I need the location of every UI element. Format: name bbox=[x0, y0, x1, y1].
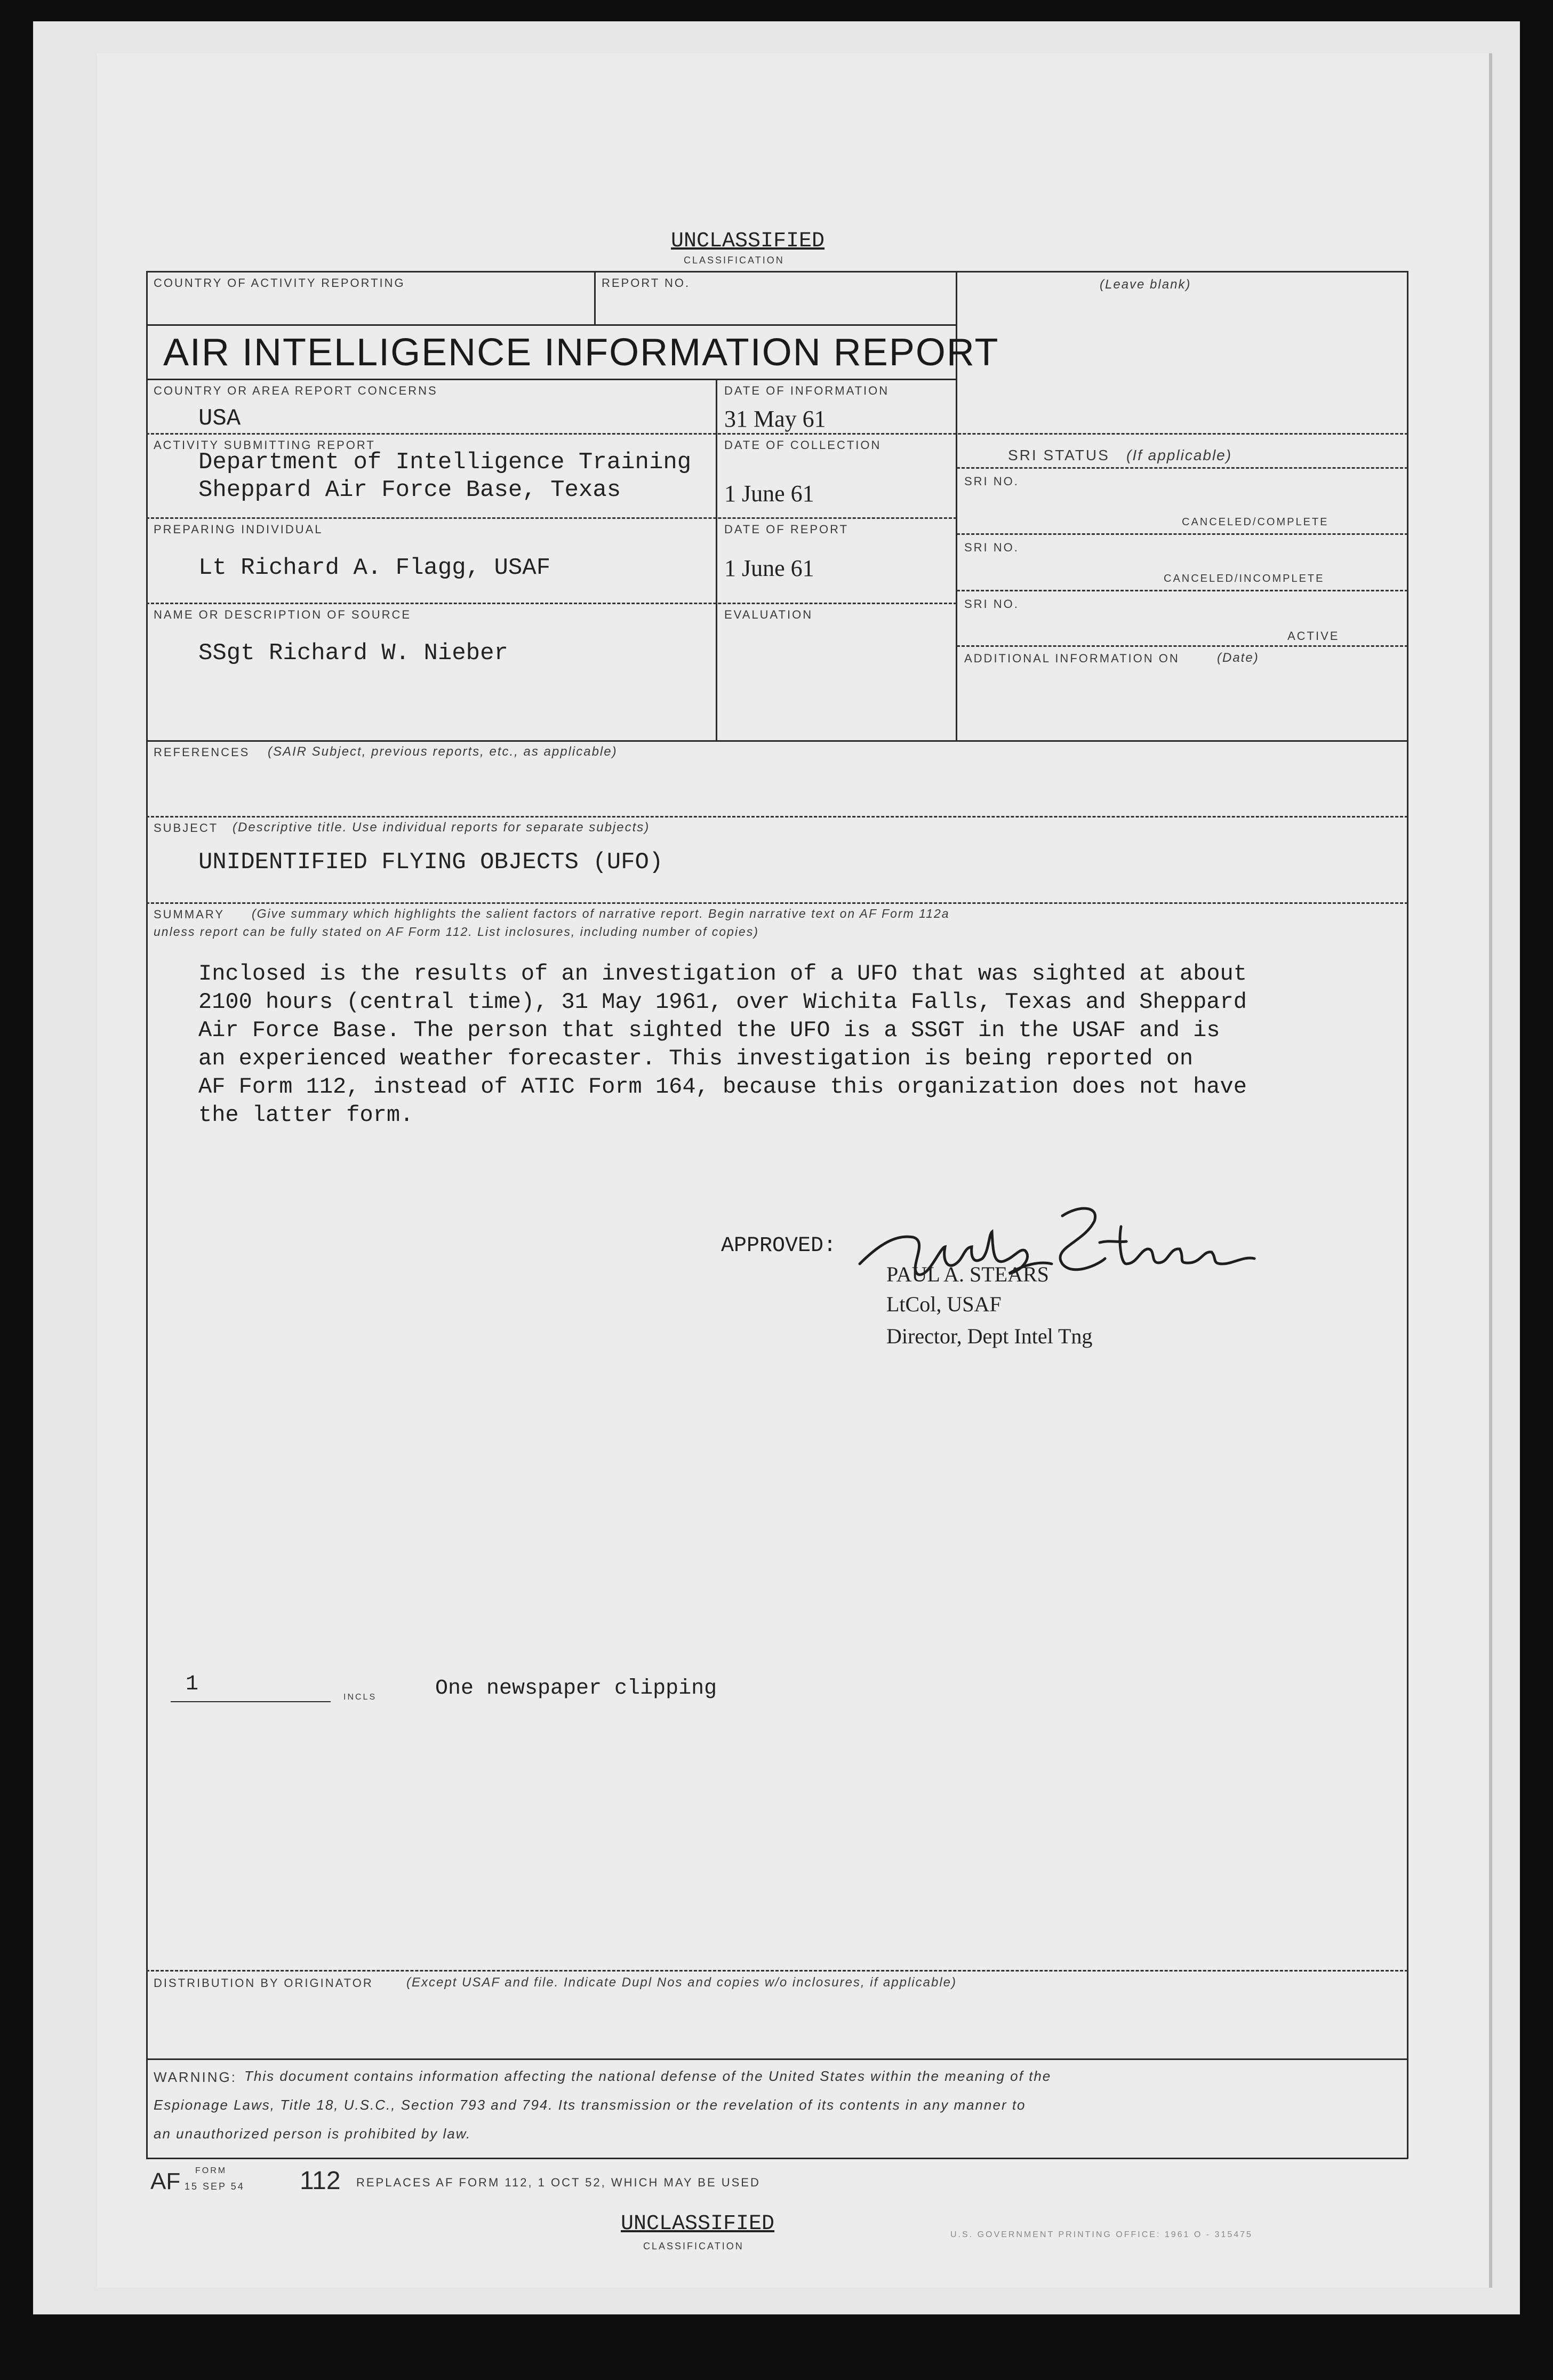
frame-left bbox=[146, 271, 148, 2159]
activity-value-line-2: Sheppard Air Force Base, Texas bbox=[198, 477, 621, 503]
date-of-report-value: 1 June 61 bbox=[724, 555, 814, 581]
summary-note-line-1: (Give summary which highlights the salient factors of narrative report. Begin narrative text on AF Form 112a bbox=[252, 907, 950, 920]
sri-no-label-1: SRI NO. bbox=[964, 475, 1019, 488]
references-bottom-line bbox=[146, 816, 1408, 818]
subject-bottom-line bbox=[146, 902, 1408, 904]
title-top-line bbox=[146, 324, 957, 326]
summary-line-1: Inclosed is the results of an investigation of a UFO that was sighted at about bbox=[198, 961, 1247, 987]
signature bbox=[849, 1184, 1276, 1307]
approver-title: Director, Dept Intel Tng bbox=[886, 1324, 1093, 1348]
footer-form-word: FORM bbox=[195, 2166, 227, 2175]
row-line-source bbox=[146, 603, 957, 604]
footer-classification-marking: UNCLASSIFIED bbox=[621, 2212, 775, 2236]
summary-note-line-2: unless report can be fully stated on AF Form 112. List inclosures, including number of copies) bbox=[154, 925, 759, 939]
date-of-collection-value: 1 June 61 bbox=[724, 480, 814, 507]
summary-line-2: 2100 hours (central time), 31 May 1961, over Wichita Falls, Texas and Sheppard bbox=[198, 989, 1247, 1015]
date-of-info-value: 31 May 61 bbox=[724, 406, 826, 432]
warning-label: WARNING: bbox=[154, 2069, 237, 2085]
distribution-note: (Except USAF and file. Indicate Dupl Nos and copies w/o inclosures, if applicable) bbox=[406, 1975, 957, 1990]
footer-replaces: REPLACES AF FORM 112, 1 OCT 52, WHICH MAY BE USED bbox=[356, 2176, 761, 2189]
inclosure-incls-label: INCLS bbox=[343, 1693, 377, 1702]
inclosure-description: One newspaper clipping bbox=[435, 1677, 717, 1701]
country-concerns-value: USA bbox=[198, 405, 241, 432]
footer-gpo: U.S. GOVERNMENT PRINTING OFFICE: 1961 O - 315475 bbox=[950, 2230, 1253, 2239]
approver-rank: LtCol, USAF bbox=[886, 1292, 1002, 1316]
activity-label: ACTIVITY SUBMITTING REPORT bbox=[154, 438, 375, 452]
summary-line-6: the latter form. bbox=[198, 1102, 414, 1128]
country-reporting-label: COUNTRY OF ACTIVITY REPORTING bbox=[154, 276, 405, 290]
sri-status-note: (If applicable) bbox=[1126, 447, 1232, 463]
sri-status-label: SRI STATUS bbox=[1008, 447, 1110, 463]
paper-sheet bbox=[33, 21, 1520, 2314]
leave-blank-label: (Leave blank) bbox=[1100, 277, 1191, 292]
report-no-divider bbox=[594, 271, 596, 324]
summary-line-5: AF Form 112, instead of ATIC Form 164, because this organization does not have bbox=[198, 1074, 1247, 1100]
footer-form-prefix: AF bbox=[150, 2168, 181, 2194]
inclosure-count: 1 bbox=[186, 1672, 199, 1696]
date-of-collection-label: DATE OF COLLECTION bbox=[724, 438, 882, 452]
sri-canceled-incomplete: CANCELED/INCOMPLETE bbox=[1164, 573, 1325, 584]
footer-form-number: 112 bbox=[300, 2167, 341, 2195]
distribution-label: DISTRIBUTION BY ORIGINATOR bbox=[154, 1976, 373, 1990]
form-page bbox=[97, 53, 1492, 2288]
sri-no-label-2: SRI NO. bbox=[964, 541, 1019, 554]
additional-info-date: (Date) bbox=[1217, 651, 1259, 665]
report-no-label: REPORT NO. bbox=[602, 276, 691, 290]
frame-top bbox=[146, 271, 1408, 273]
row-line-activity bbox=[146, 433, 1408, 435]
preparing-individual-value: Lt Richard A. Flagg, USAF bbox=[198, 555, 551, 581]
row-line-references bbox=[146, 740, 1408, 742]
summary-line-4: an experienced weather forecaster. This investigation is being reported on bbox=[198, 1046, 1194, 1071]
title-bottom-line bbox=[146, 379, 957, 380]
inclosure-count-underline bbox=[171, 1701, 331, 1702]
source-value: SSgt Richard W. Nieber bbox=[198, 640, 508, 667]
sri-line-3 bbox=[957, 590, 1408, 591]
approver-name: PAUL A. STEARS bbox=[886, 1262, 1049, 1286]
classification-top-marking: UNCLASSIFIED bbox=[671, 229, 825, 253]
warning-line-2: Espionage Laws, Title 18, U.S.C., Section 793 and 794. Its transmission or the revelation of its contents in any manner to bbox=[154, 2097, 1026, 2113]
activity-value-line-1: Department of Intelligence Training bbox=[198, 449, 692, 476]
source-label: NAME OR DESCRIPTION OF SOURCE bbox=[154, 608, 412, 621]
distribution-top-line bbox=[146, 1970, 1408, 1972]
sri-line-4 bbox=[957, 645, 1408, 647]
approved-label: APPROVED: bbox=[721, 1234, 837, 1258]
evaluation-label: EVALUATION bbox=[724, 608, 813, 621]
footer-form-date: 15 SEP 54 bbox=[185, 2181, 245, 2192]
country-concerns-label: COUNTRY OR AREA REPORT CONCERNS bbox=[154, 384, 438, 397]
subject-value: UNIDENTIFIED FLYING OBJECTS (UFO) bbox=[198, 849, 663, 876]
sri-active: ACTIVE bbox=[1287, 629, 1340, 643]
preparing-individual-label: PREPARING INDIVIDUAL bbox=[154, 523, 323, 536]
subject-label: SUBJECT bbox=[154, 821, 219, 835]
sri-no-label-3: SRI NO. bbox=[964, 597, 1019, 611]
frame-bottom bbox=[146, 2158, 1408, 2159]
footer-classification-caption: CLASSIFICATION bbox=[643, 2241, 744, 2251]
date-of-report-label: DATE OF REPORT bbox=[724, 523, 849, 536]
sri-status-line bbox=[957, 467, 1408, 469]
additional-info-label: ADDITIONAL INFORMATION ON bbox=[964, 652, 1180, 665]
sri-line-2 bbox=[957, 533, 1408, 535]
summary-line-3: Air Force Base. The person that sighted the UFO is a SSGT in the USAF and is bbox=[198, 1017, 1220, 1043]
classification-top-caption: CLASSIFICATION bbox=[684, 255, 784, 266]
date-of-info-label: DATE OF INFORMATION bbox=[724, 384, 890, 397]
form-title: AIR INTELLIGENCE INFORMATION REPORT bbox=[163, 331, 999, 374]
subject-note: (Descriptive title. Use individual reports for separate subjects) bbox=[233, 820, 650, 835]
references-label: REFERENCES bbox=[154, 746, 250, 759]
summary-label: SUMMARY bbox=[154, 908, 225, 921]
sri-canceled-complete: CANCELED/COMPLETE bbox=[1182, 516, 1329, 528]
warning-top-line bbox=[146, 2058, 1408, 2060]
frame-right bbox=[1407, 271, 1408, 2159]
references-note: (SAIR Subject, previous reports, etc., as applicable) bbox=[268, 744, 618, 759]
warning-line-1: This document contains information affecting the national defense of the United States within the meaning of the bbox=[244, 2068, 1052, 2084]
warning-line-3: an unauthorized person is prohibited by law. bbox=[154, 2126, 471, 2142]
row-line-preparing bbox=[146, 517, 957, 519]
